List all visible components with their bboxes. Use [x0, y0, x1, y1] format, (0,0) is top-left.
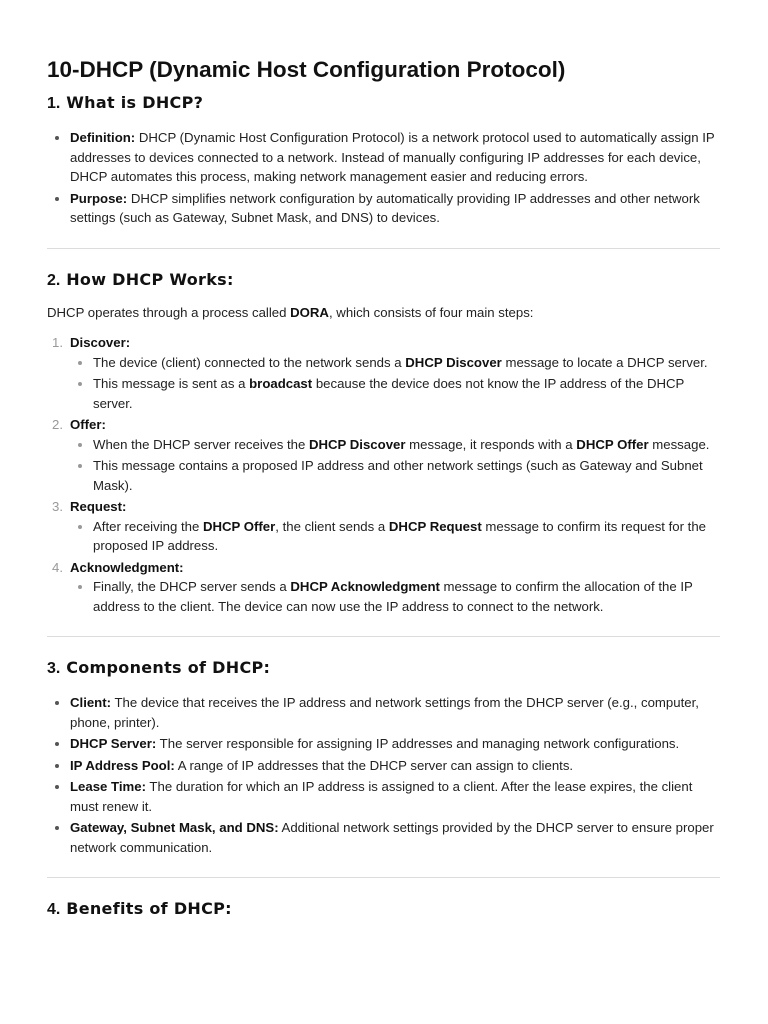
step-acknowledgment: 4. Acknowledgment: Finally, the DHCP server sends a DHCP Acknowledgment message to confirm the allocation of the IP address to the client. The device can now use the IP address to connect to the network. — [70, 558, 720, 617]
section-heading-components: 3. Components of DHCP: — [47, 658, 271, 677]
dora-steps — [47, 333, 720, 616]
definition-list — [47, 128, 720, 228]
dora-intro: DHCP operates through a process called DORA, which consists of four main steps: — [47, 304, 534, 320]
list-item: When the DHCP server receives the DHCP Discover message, it responds with a DHCP Offer message. — [93, 435, 720, 455]
list-item: After receiving the DHCP Offer, the client sends a DHCP Request message to confirm its request for the proposed IP address. — [93, 517, 720, 556]
list-item: This message is sent as a broadcast because the device does not know the IP address of the DHCP server. — [93, 374, 720, 413]
list-item: Client: The device that receives the IP address and network settings from the DHCP server (e.g., computer, phone, printer). — [70, 693, 720, 732]
step-request: 3. Request: After receiving the DHCP Offer, the client sends a DHCP Request message to confirm its request for the proposed IP address. — [70, 497, 720, 556]
list-item: DHCP Server: The server responsible for assigning IP addresses and managing network configurations. — [70, 734, 720, 754]
list-item: Definition: DHCP (Dynamic Host Configuration Protocol) is a network protocol used to automatically assign IP addresses to devices connected to a network. Instead of manually configuring IP addresses for each device, DHCP automates this process, making network management easier and reducing errors. — [70, 128, 720, 187]
list-item: Purpose: DHCP simplifies network configuration by automatically providing IP addresses and other network settings (such as Gateway, Subnet Mask, and DNS) to devices. — [70, 189, 720, 228]
section-heading-how-dhcp-works: 2. How DHCP Works: — [47, 269, 234, 289]
divider — [47, 636, 720, 637]
section-heading-benefits: 4. Benefits of DHCP: — [47, 899, 232, 918]
divider — [47, 248, 720, 249]
list-item: This message contains a proposed IP address and other network settings (such as Gateway and Subnet Mask). — [93, 456, 720, 495]
page-title: 10-DHCP (Dynamic Host Configuration Protocol) — [47, 57, 566, 82]
section-heading-what-is-dhcp: 1. What is DHCP? — [47, 93, 204, 112]
list-item: Gateway, Subnet Mask, and DNS: Additional network settings provided by the DHCP server to ensure proper network communication. — [70, 818, 720, 857]
list-item: IP Address Pool: A range of IP addresses that the DHCP server can assign to clients. — [70, 756, 720, 776]
list-item: The device (client) connected to the network sends a DHCP Discover message to locate a DHCP server. — [93, 353, 720, 373]
step-discover: 1. Discover: The device (client) connected to the network sends a DHCP Discover message to locate a DHCP server. This message is sent as a broadcast because the device does not know the IP address of the DHCP server. — [70, 333, 720, 413]
list-item: Finally, the DHCP server sends a DHCP Acknowledgment message to confirm the allocation of the IP address to the client. The device can now use the IP address to connect to the network. — [93, 577, 720, 616]
step-offer: 2. Offer: When the DHCP server receives the DHCP Discover message, it responds with a DHCP Offer message. This message contains a proposed IP address and other network settings (such as Gateway and Subnet Mask). — [70, 415, 720, 495]
divider — [47, 877, 720, 878]
list-item: Lease Time: The duration for which an IP address is assigned to a client. After the lease expires, the client must renew it. — [70, 777, 720, 816]
components-list — [47, 693, 720, 857]
